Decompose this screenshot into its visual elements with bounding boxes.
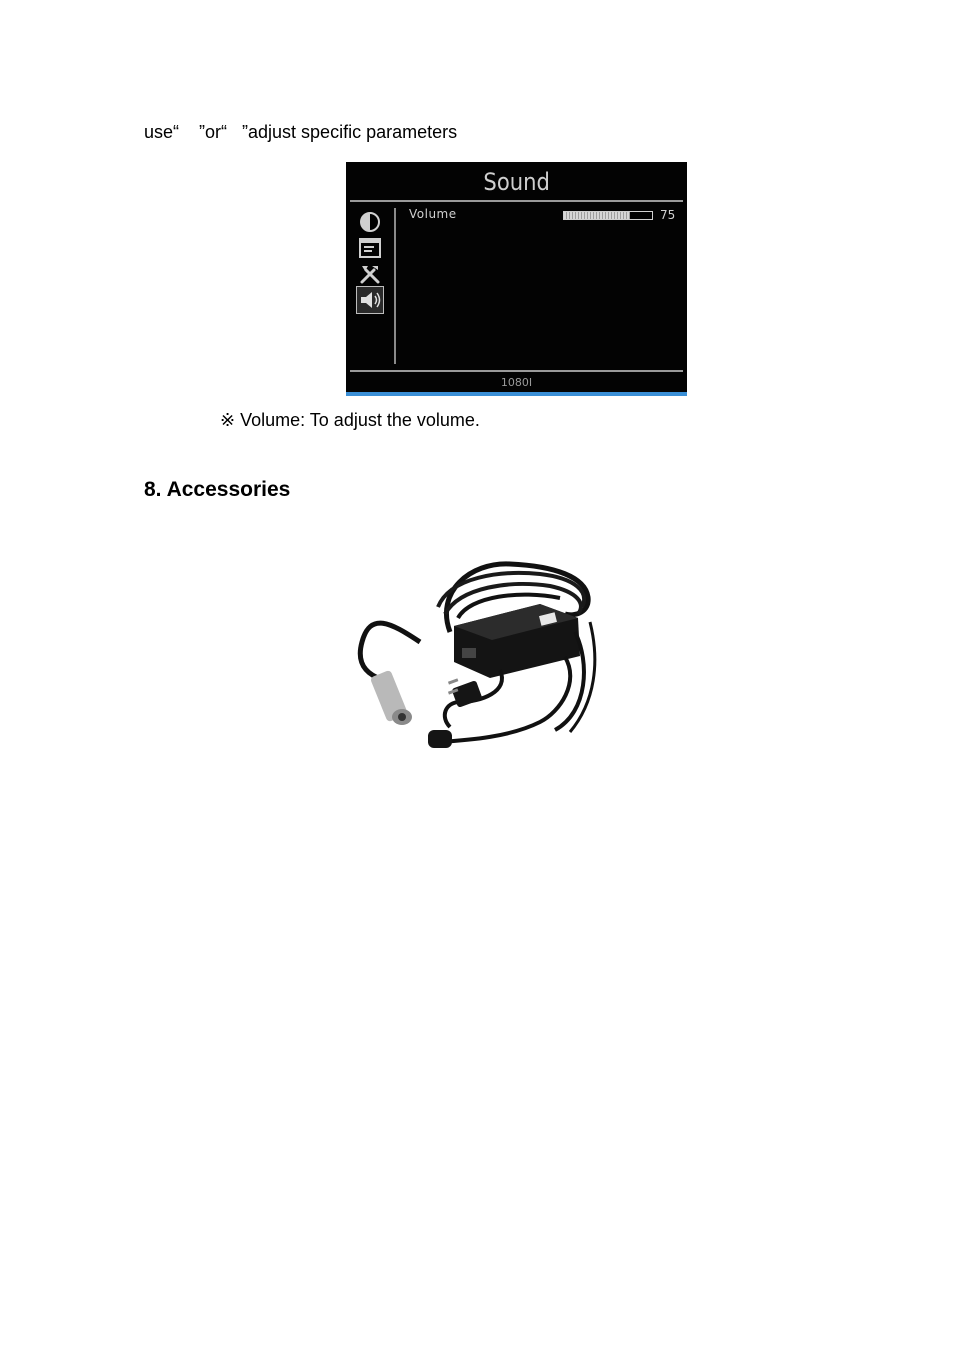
display-setup-icon (358, 236, 382, 260)
section-heading: 8. Accessories (144, 478, 291, 501)
picture-contrast-icon (358, 210, 382, 234)
osd-divider-top (350, 200, 683, 202)
volume-note: ※ Volume: To adjust the volume. (220, 410, 480, 430)
power-adapter-image (350, 552, 602, 756)
osd-title: Sound (483, 168, 550, 196)
osd-divider-bottom (350, 370, 683, 372)
volume-label: Volume (409, 207, 457, 221)
osd-divider-vertical (394, 208, 396, 364)
speaker-icon (356, 286, 384, 314)
osd-sound-menu-screenshot (346, 162, 687, 396)
volume-value: 75 (660, 208, 676, 222)
osd-resolution-footer: 1080I (500, 376, 533, 389)
volume-slider-fill (564, 212, 630, 219)
volume-slider[interactable] (563, 211, 653, 220)
instruction-text: use“ ”or“ ”adjust specific parameters (144, 122, 458, 142)
tools-icon (358, 262, 382, 286)
